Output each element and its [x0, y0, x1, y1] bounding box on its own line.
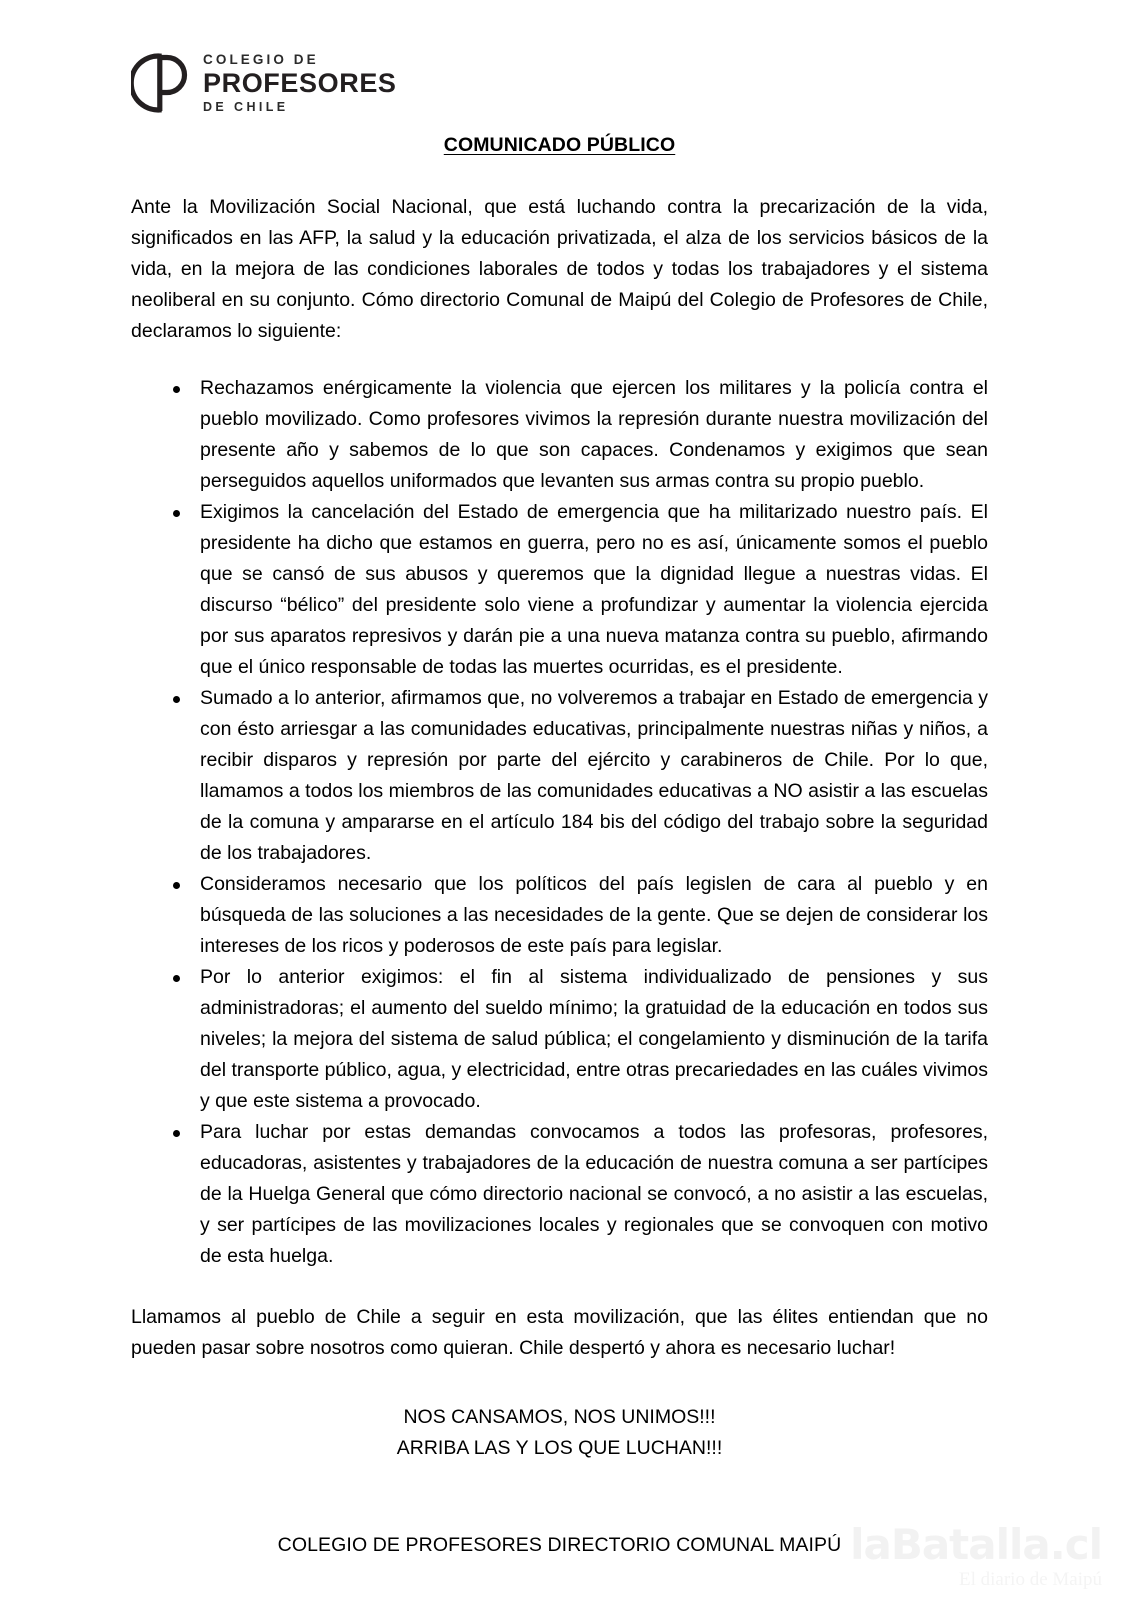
document-title: COMUNICADO PÚBLICO [443, 134, 676, 156]
intro-paragraph: Ante la Movilización Social Nacional, que está luchando contra la precarización de la vida, significados en las AFP, la salud y la educación privatizada, el alza de los servicios básicos de la vida, en la mejora de las condiciones laborales de todos y todas los trabajadores y el sistema neoliberal en su conjunto. Cómo directorio Comunal de Maipú del Colegio de Profesores de Chile, declaramos lo siguiente: [131, 196, 988, 343]
logo-line-profesores: PROFESORES [203, 68, 397, 98]
list-item: Rechazamos enérgicamente la violencia que ejercen los militares y la policía contra el pueblo movilizado. Como profesores vivimos la represión durante nuestra movilización del presente año y sabemos de lo que son capaces. Condenamos y exigimos que sean perseguidos aquellos uniformados que levanten sus armas contra su propio pueblo. [131, 373, 988, 497]
logo-wordmark [203, 53, 397, 114]
watermark-site-name: laBatalla.cl [850, 1520, 1102, 1570]
document-body [131, 133, 988, 1561]
signature-line: COLEGIO DE PROFESORES DIRECTORIO COMUNAL MAIPÚ [277, 1534, 842, 1557]
list-item: Por lo anterior exigimos: el fin al sistema individualizado de pensiones y sus administradoras; el aumento del sueldo mínimo; la gratuidad de la educación en todos sus niveles; la mejora del sistema de salud pública; el congelamiento y disminución de la tarifa del transporte público, agua, y electricidad, entre otras precariedades en las cuáles vivimos y que este sistema a provocado. [131, 962, 988, 1117]
cp-monogram-icon [131, 52, 189, 114]
list-item: Consideramos necesario que los políticos del país legislen de cara al pueblo y en búsqueda de las soluciones a las necesidades de la gente. Que se dejen de considerar los intereses de los ricos y poderosos de este país para legislar. [131, 869, 988, 962]
slogan-secondary: ARRIBA LAS Y LOS QUE LUCHAN!!! [396, 1437, 723, 1460]
slogans-block [131, 1402, 988, 1464]
logo-line-colegio-de: COLEGIO DE [203, 51, 319, 67]
slogan-primary: NOS CANSAMOS, NOS UNIMOS!!! [403, 1406, 716, 1429]
logo-line-de-chile: DE CHILE [203, 100, 289, 114]
list-item: Sumado a lo anterior, afirmamos que, no volveremos a trabajar en Estado de emergencia y con ésto arriesgar a las comunidades educativas, principalmente nuestras niñas y niños, a recibir disparos y represión por parte del ejército y carabineros de Chile. Por lo que, llamamos a todos los miembros de las comunidades educativas a NO asistir a las escuelas de la comuna y ampararse en el artículo 184 bis del código del trabajo sobre la seguridad de los trabajadores. [131, 683, 988, 869]
list-item: Exigimos la cancelación del Estado de emergencia que ha militarizado nuestro país. El presidente ha dicho que estamos en guerra, pero no es así, únicamente somos el pueblo que se cansó de sus abusos y queremos que la dignidad llegue a nuestras vidas. El discurso “bélico” del presidente solo viene a profundizar y aumentar la violencia ejercida por sus aparatos represivos y darán pie a una nueva matanza contra su pueblo, afirmando que el único responsable de todas las muertes ocurridas, es el presidente. [131, 497, 988, 683]
declarations-list [131, 373, 988, 1272]
closing-paragraph: Llamamos al pueblo de Chile a seguir en esta movilización, que las élites entiendan que no pueden pasar sobre nosotros como quieran. Chile despertó y ahora es necesario luchar! [131, 1306, 988, 1360]
list-item: Para luchar por estas demandas convocamos a todos las profesoras, profesores, educadoras, asistentes y trabajadores de la educación de nuestra comuna a ser partícipes de la Huelga General que cómo directorio nacional se convocó, a no asistir a las escuelas, y ser partícipes de las movilizaciones locales y regionales que se convoquen con motivo de esta huelga. [131, 1117, 988, 1272]
organization-logo [131, 52, 397, 114]
watermark-tagline: El diario de Maipú [959, 1569, 1102, 1591]
